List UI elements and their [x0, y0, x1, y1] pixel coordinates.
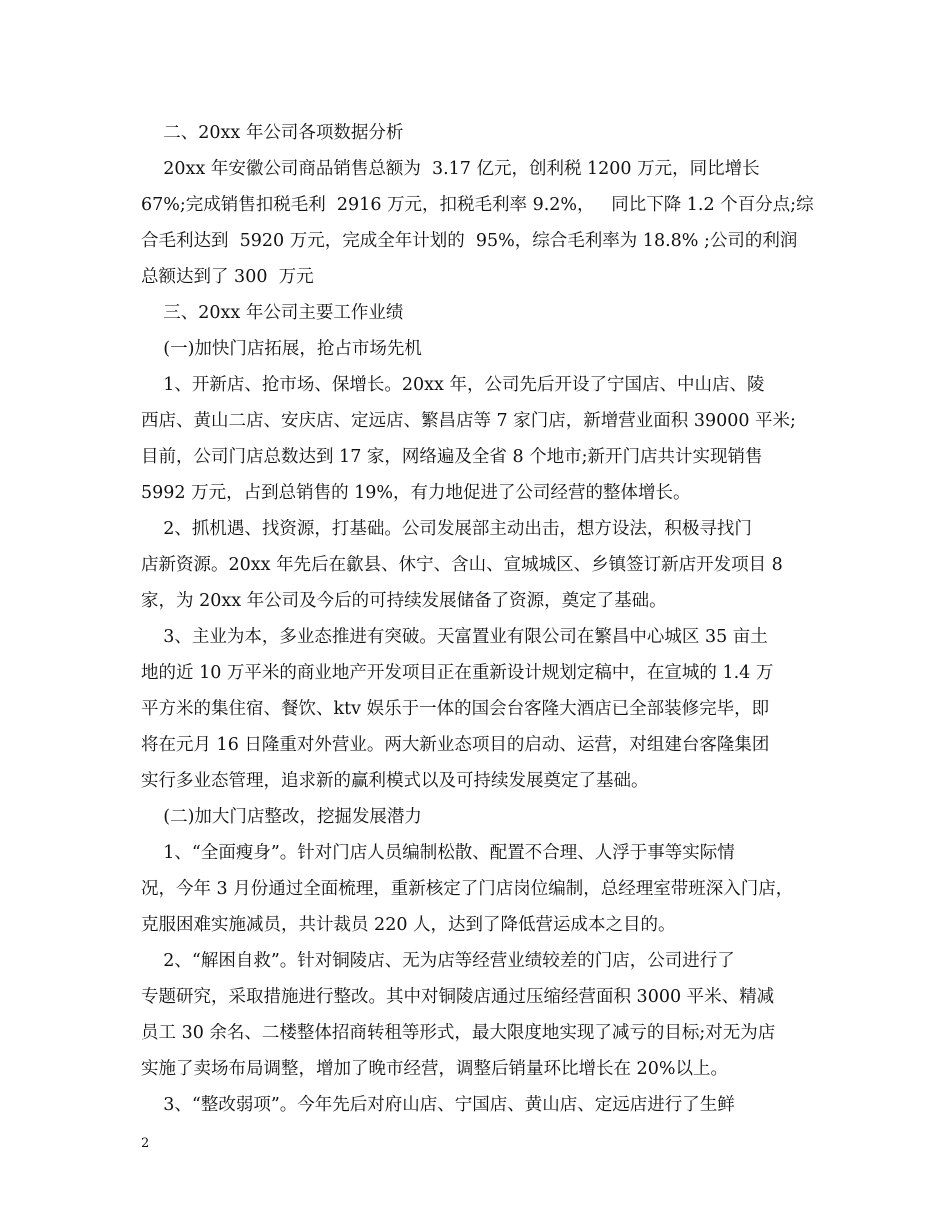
paragraph-line: 店新资源。20xx 年先后在歙县、休宁、含山、宣城城区、乡镇签订新店开发项目 8	[141, 555, 783, 575]
page-number: 2	[141, 1136, 150, 1151]
paragraph-line: 员工 30 余名、二楼整体招商转租等形式，最大限度地实现了减亏的目标;对无为店	[141, 1023, 776, 1043]
subheading-store-rectification: (二)加大门店整改，挖掘发展潜力	[141, 807, 422, 827]
paragraph-line: 将在元月 16 日隆重对外营业。两大新业态项目的启动、运营，对组建台客隆集团	[141, 735, 770, 755]
paragraph-line: 2、抓机遇、找资源，打基础。公司发展部主动出击，想方设法，积极寻找门	[141, 519, 752, 539]
paragraph-line: 克服困难实施减员，共计裁员 220 人，达到了降低营运成本之目的。	[141, 915, 676, 935]
paragraph-line: 西店、黄山二店、安庆店、定远店、繁昌店等 7 家门店，新增营业面积 39000 平米;	[141, 411, 796, 431]
paragraph-line: 地的近 10 万平米的商业地产开发项目正在重新设计规划定稿中，在宣城的 1.4 万	[141, 663, 774, 683]
section-heading-main-achievements: 三、20xx 年公司主要工作业绩	[141, 303, 404, 323]
paragraph-line: 3、“整改弱项”。今年先后对府山店、宁国店、黄山店、定远店进行了生鲜	[141, 1095, 735, 1115]
paragraph-line: 实施了卖场布局调整，增加了晚市经营，调整后销量环比增长在 20%以上。	[141, 1059, 728, 1079]
paragraph-line: 家，为 20xx 年公司及今后的可持续发展储备了资源，奠定了基础。	[141, 591, 667, 611]
document-body	[141, 115, 821, 1123]
paragraph-line: 总额达到了 300 万元	[141, 267, 314, 287]
paragraph-line: 20xx 年安徽公司商品销售总额为 3.17 亿元，创利税 1200 万元，同比增长	[141, 159, 760, 179]
paragraph-line: 专题研究，采取措施进行整改。其中对铜陵店通过压缩经营面积 3000 平米、精减	[141, 987, 775, 1007]
paragraph-line: 2、“解困自救”。针对铜陵店、无为店等经营业绩较差的门店，公司进行了	[141, 951, 735, 971]
paragraph-line: 目前，公司门店总数达到 17 家，网络遍及全省 8 个地市;新开门店共计实现销售	[141, 447, 763, 467]
paragraph-line: 平方米的集住宿、餐饮、ktv 娱乐于一体的国会台客隆大酒店已全部装修完毕，即	[141, 699, 770, 719]
paragraph-line: 67%;完成销售扣税毛利 2916 万元，扣税毛利率 9.2%， 同比下降 1.2 个百分点;综	[141, 195, 814, 215]
subheading-store-expansion: (一)加快门店拓展，抢占市场先机	[141, 339, 422, 359]
paragraph-line: 实行多业态管理，追求新的赢利模式以及可持续发展奠定了基础。	[141, 771, 649, 791]
paragraph-line: 合毛利达到 5920 万元，完成全年计划的 95%，综合毛利率为 18.8% ;公司的利润	[141, 231, 798, 251]
paragraph-line: 3、主业为本，多业态推进有突破。天富置业有限公司在繁昌中心城区 35 亩土	[141, 627, 768, 647]
section-heading-data-analysis: 二、20xx 年公司各项数据分析	[141, 123, 404, 143]
paragraph-line: 1、“全面瘦身”。针对门店人员编制松散、配置不合理、人浮于事等实际情	[141, 843, 735, 863]
paragraph-line: 1、开新店、抢市场、保增长。20xx 年，公司先后开设了宁国店、中山店、陵	[141, 375, 765, 395]
paragraph-line: 5992 万元，占到总销售的 19%，有力地促进了公司经营的整体增长。	[141, 483, 691, 503]
paragraph-line: 况，今年 3 月份通过全面梳理，重新核定了门店岗位编制，总经理室带班深入门店，	[141, 879, 794, 899]
